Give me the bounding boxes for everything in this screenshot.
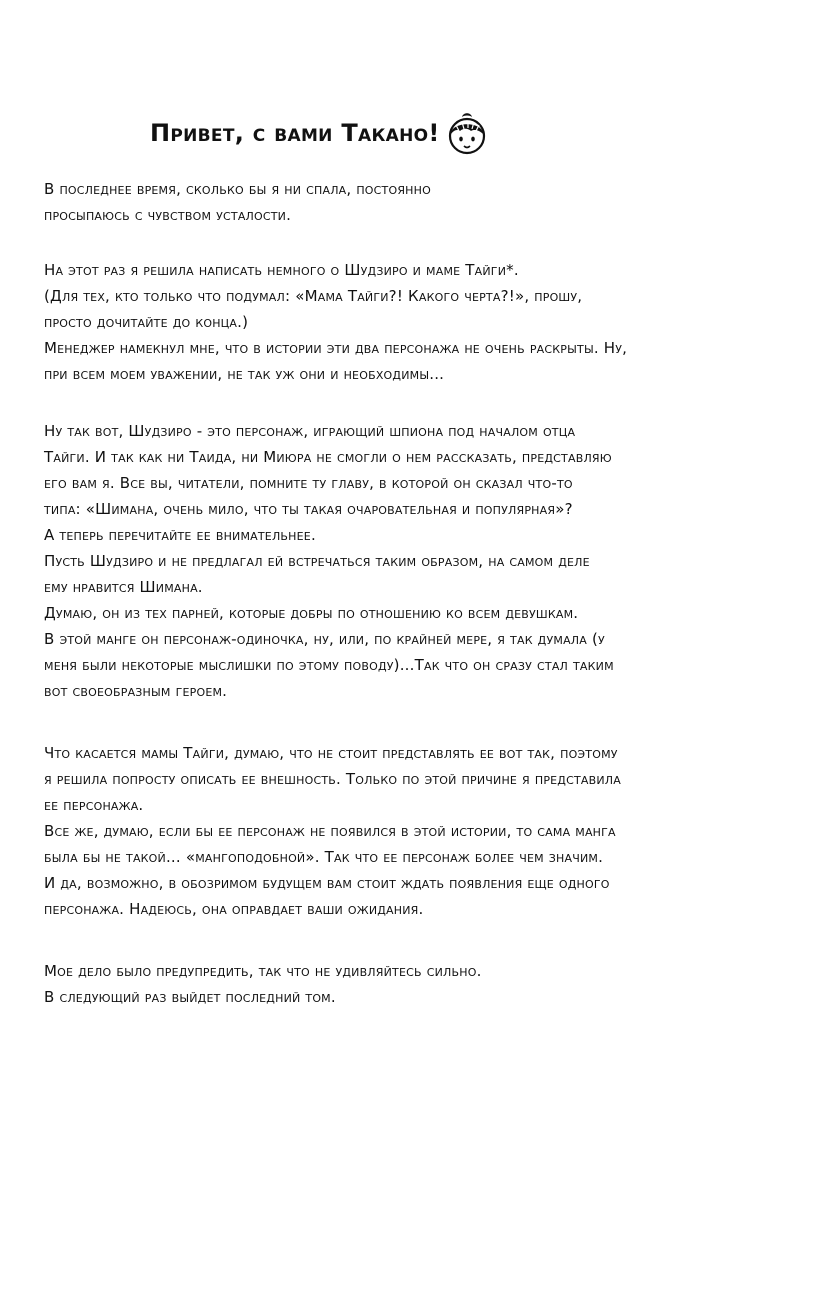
text-line: я решила попросту описать ее внешность. Только по этой причине я представила	[44, 770, 621, 788]
text-line: А теперь перечитайте ее внимательнее.	[44, 526, 316, 544]
text-line: меня были некоторые мыслишки по этому поводу)...Так что он сразу стал таким	[44, 656, 614, 674]
text-line: вот своеобразным героем.	[44, 682, 228, 700]
text-line: В этой манге он персонаж-одиночка, ну, или, по крайней мере, я так думала (у	[44, 630, 605, 648]
text-line: Мое дело было предупредить, так что не удивляйтесь сильно.	[44, 962, 482, 980]
text-line: персонажа. Надеюсь, она оправдает ваши ожидания.	[44, 900, 424, 918]
text-line: типа: «Шимана, очень мило, что ты такая очаровательная и популярная»?	[44, 500, 573, 518]
text-line: Думаю, он из тех парней, которые добры по отношению ко всем девушкам.	[44, 604, 579, 622]
text-line: И да, возможно, в обозримом будущем вам стоит ждать появления еще одного	[44, 874, 610, 892]
text-line: (Для тех, кто только что подумал: «Мама Тайги?! Какого черта?!», прошу,	[44, 287, 583, 305]
paragraph-2	[44, 257, 784, 387]
text-line: В последнее время, сколько бы я ни спала, постоянно	[44, 180, 431, 198]
paragraph-5	[44, 958, 784, 1010]
text-line: была бы не такой... «мангоподобной». Так что ее персонаж более чем значим.	[44, 848, 604, 866]
text-line: Менеджер намекнул мне, что в истории эти два персонажа не очень раскрыты. Ну,	[44, 339, 628, 357]
text-line: Что касается мамы Тайги, думаю, что не стоит представлять ее вот так, поэтому	[44, 744, 618, 762]
text-line: Тайги. И так как ни Таида, ни Миюра не смогли о нем рассказать, представляю	[44, 448, 612, 466]
text-line: На этот раз я решила написать немного о Шудзиро и маме Тайги*.	[44, 261, 519, 279]
girl-face-icon	[446, 110, 488, 156]
text-line: Пусть Шудзиро и не предлагал ей встречаться таким образом, на самом деле	[44, 552, 590, 570]
text-line: ему нравится Шимана.	[44, 578, 203, 596]
text-line: его вам я. Все вы, читатели, помните ту главу, в которой он сказал что-то	[44, 474, 573, 492]
text-line: В следующий раз выйдет последний том.	[44, 988, 336, 1006]
paragraph-1	[44, 176, 784, 228]
text-line: Все же, думаю, если бы ее персонаж не появился в этой истории, то сама манга	[44, 822, 616, 840]
title-row	[150, 108, 488, 158]
text-line: ее персонажа.	[44, 796, 144, 814]
text-line: просто дочитайте до конца.)	[44, 313, 249, 331]
page-title: Привет, с вами Такано!	[150, 119, 440, 147]
paragraph-4	[44, 740, 784, 922]
text-line: при всем моем уважении, не так уж они и необходимы...	[44, 365, 445, 383]
text-line: Ну так вот, Шудзиро - это персонаж, играющий шпиона под началом отца	[44, 422, 576, 440]
text-line: просыпаюсь с чувством усталости.	[44, 206, 292, 224]
paragraph-3	[44, 418, 784, 704]
